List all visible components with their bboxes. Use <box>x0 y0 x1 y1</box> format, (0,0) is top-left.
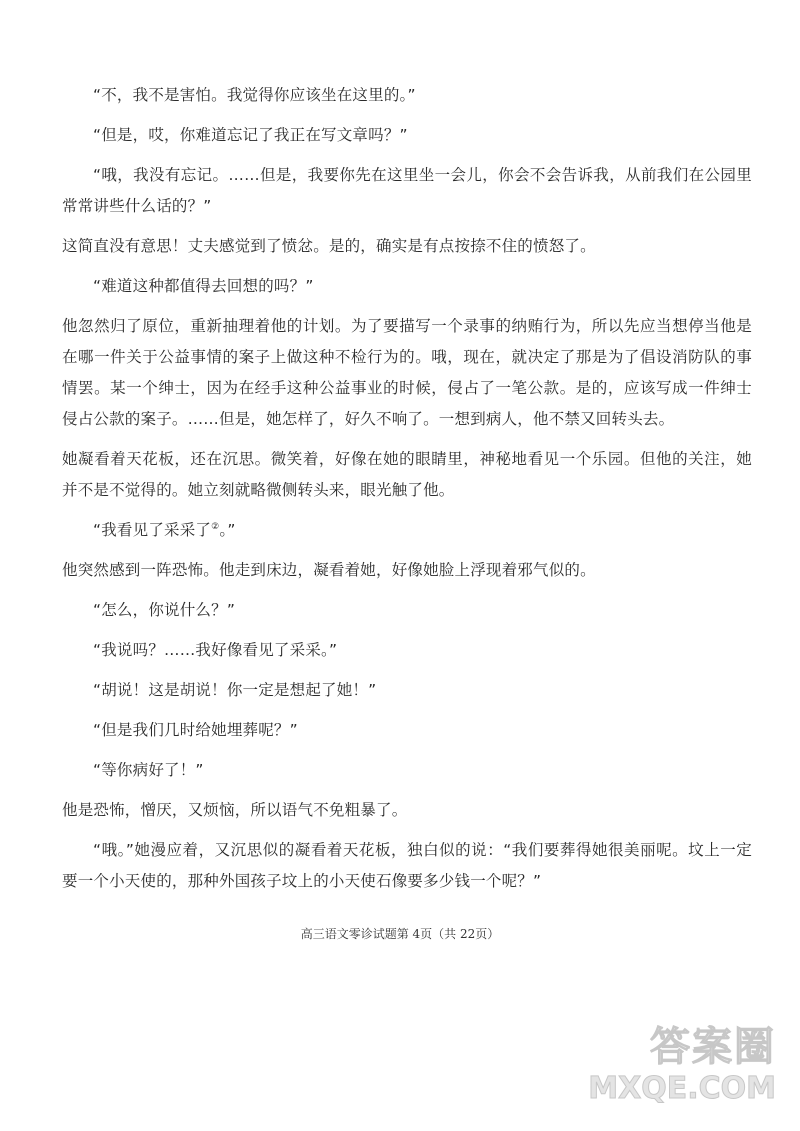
paragraph: “等你病好了！” <box>93 761 204 779</box>
paragraph: “哦，我没有忘记。……但是，我要你先在这里坐一会儿，你会不会告诉我，从前我们在公园里常常讲些什么话的？” <box>62 166 752 215</box>
watermark-logo <box>586 1023 776 1123</box>
paragraph: “哦。”她漫应着，又沉思似的凝看着天花板，独白似的说：“我们要葬得她很美丽呢。坟上一定要一个小天使的，那种外国孩子坟上的小天使石像要多少钱一个呢？” <box>62 841 752 890</box>
paragraph: 这简直没有意思！丈夫感觉到了愤忿。是的，确实是有点按捺不住的愤怒了。 <box>62 237 596 255</box>
paragraph: 他是恐怖，憎厌，又烦恼，所以语气不免粗暴了。 <box>62 801 408 819</box>
paragraph: “但是我们几时给她埋葬呢？” <box>93 721 298 739</box>
paragraph: “胡说！这是胡说！你一定是想起了她！” <box>93 681 377 699</box>
paragraph-text: “我看见了采采了 <box>93 521 212 539</box>
watermark-site-text: MXQE.COM <box>588 1071 776 1106</box>
document-body <box>62 80 752 906</box>
paragraph: “但是，哎，你难道忘记了我正在写文章吗？” <box>93 126 408 144</box>
paragraph: “怎么，你说什么？” <box>93 601 236 619</box>
watermark-logo-text: 答案圈 <box>650 1024 776 1070</box>
footnote-marker: ② <box>211 521 220 532</box>
paragraph: “不，我不是害怕。我觉得你应该坐在这里的。” <box>93 86 416 104</box>
page-footer: 高三语文零诊试题第 4页（共 22页） <box>300 927 500 941</box>
paragraph-text-end: 。” <box>219 521 236 539</box>
paragraph: 她凝看着天花板，还在沉思。微笑着，好像在她的眼睛里，神秘地看见一个乐园。但他的关注，她并不是不觉得的。她立刻就略微侧转头来，眼光触了他。 <box>62 450 752 499</box>
paragraph: “我说吗？……我好像看见了采采。” <box>93 641 338 659</box>
paragraph: 他忽然归了原位，重新抽理着他的计划。为了要描写一个录事的纳贿行为，所以先应当想停当他是在哪一件关于公益事情的案子上做这种不检行为的。哦，现在，就决定了那是为了倡设消防队的事情罢。某一个绅士，因为在经手这种公益事业的时候，侵占了一笔公款。是的，应该写成一件绅士侵占公款的案子。……但是，她怎样了，好久不响了。一想到病人，他不禁又回转头去。 <box>62 317 752 428</box>
paragraph: “难道这种都值得去回想的吗？” <box>93 277 314 295</box>
paragraph-with-footnote <box>62 515 752 546</box>
paragraph: 他突然感到一阵恐怖。他走到床边，凝看着她，好像她脸上浮现着邪气似的。 <box>62 561 596 579</box>
